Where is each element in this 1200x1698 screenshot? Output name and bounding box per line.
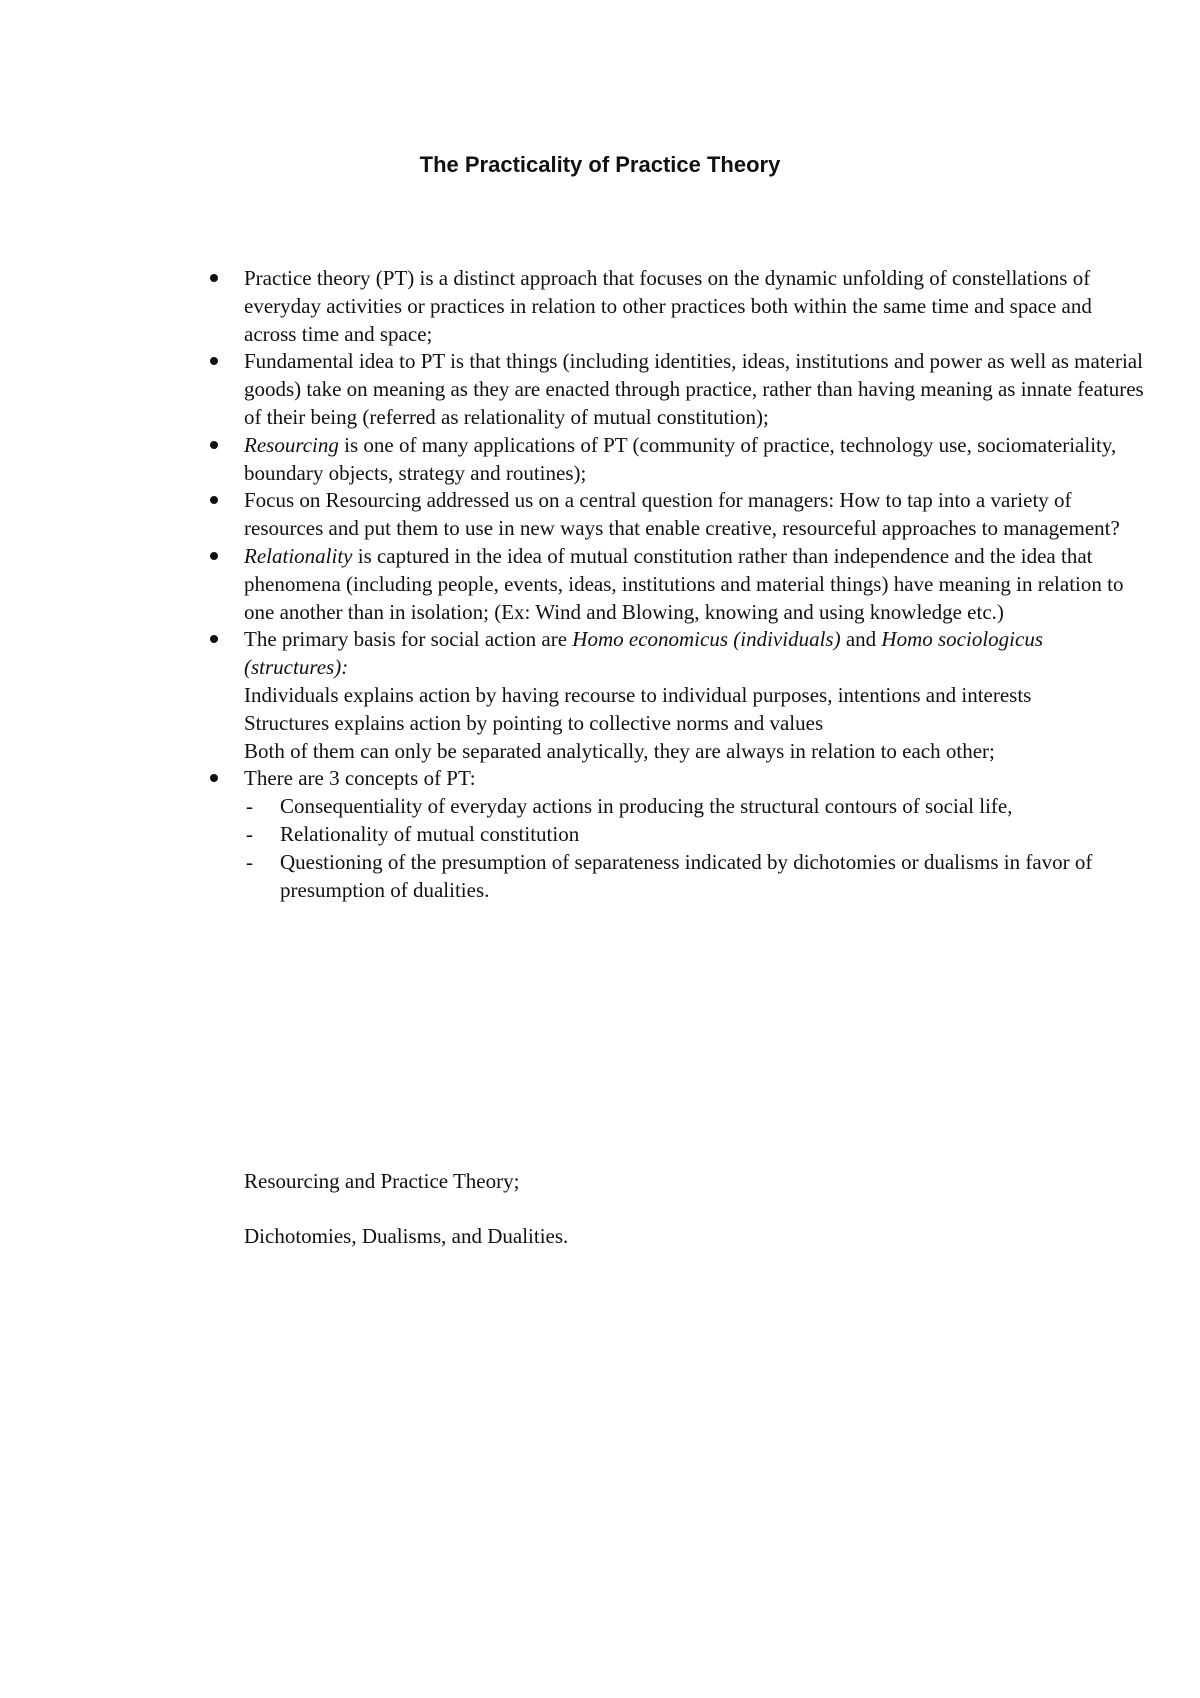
bullet-icon [210, 552, 218, 560]
page-title: The Practicality of Practice Theory [419, 152, 781, 177]
bullet-icon [210, 357, 218, 365]
bullet-subline: Individuals explains action by having recourse to individual purposes, intentions and interests [244, 682, 1032, 707]
bullet-subline: Structures explains action by pointing to collective norms and values [244, 710, 824, 735]
list-item [204, 432, 1144, 488]
concept-text: Questioning of the presumption of separateness indicated by dichotomies or dualisms in favor of presumption of dualities. [280, 849, 1093, 902]
bullet-icon [210, 774, 218, 782]
bullet-text: Fundamental idea to PT is that things (including identities, ideas, institutions and power as well as material goods) take on meaning as they are enacted through practice, rather than having meaning as innate features of their being (referred as relationality of mutual constitution); [244, 349, 1144, 429]
bullet-text: and [840, 627, 882, 652]
dash-marker: - [246, 794, 253, 819]
bullet-list [204, 265, 1144, 904]
list-item [204, 487, 1144, 543]
list-item [204, 348, 1144, 431]
list-item [204, 265, 1144, 348]
concept-item [244, 821, 1144, 849]
bullet-icon [210, 496, 218, 504]
bullet-text: Focus on Resourcing addressed us on a central question for managers: How to tap into a variety of resources and put them to use in new ways that enable creative, resourceful approaches to management? [244, 488, 1120, 541]
concept-list [244, 793, 1144, 904]
list-item [204, 543, 1144, 626]
dash-marker: - [246, 849, 253, 874]
bullet-text: is one of many applications of PT (community of practice, technology use, sociomateriality, boundary objects, strategy and routines); [244, 432, 1117, 485]
bullet-icon [210, 274, 218, 282]
concept-item [244, 793, 1144, 821]
bullet-subline: Both of them can only be separated analytically, they are always in relation to each other; [244, 738, 995, 763]
concept-item [244, 849, 1144, 905]
emphasis-term: Homo sociologicus (structures): [244, 627, 1043, 680]
emphasis-term: Homo economicus (individuals) [572, 627, 841, 652]
bullet-icon [210, 635, 218, 643]
bullet-text: There are 3 concepts of PT: [244, 766, 476, 791]
dash-marker: - [246, 821, 253, 846]
bullet-text: Practice theory (PT) is a distinct approach that focuses on the dynamic unfolding of constellations of everyday activities or practices in relation to other practices both within the same time and space and across time and space; [244, 266, 1092, 346]
footer-heading-dichotomies: Dichotomies, Dualisms, and Dualities. [244, 1224, 569, 1248]
emphasis-term: Relationality [244, 543, 353, 568]
emphasis-term: Resourcing [244, 432, 339, 457]
footer-heading-resourcing: Resourcing and Practice Theory; [244, 1169, 520, 1193]
list-item [204, 765, 1144, 904]
list-item [204, 626, 1144, 765]
concept-text: Relationality of mutual constitution [280, 821, 580, 846]
concept-text: Consequentiality of everyday actions in producing the structural contours of social life, [280, 794, 1013, 819]
bullet-text: is captured in the idea of mutual constitution rather than independence and the idea that phenomena (including people, events, ideas, institutions and material things) have meaning in relation to one another than in isolation; (Ex: Wind and Blowing, knowing and using knowledge etc.) [244, 543, 1124, 624]
bullet-text: The primary basis for social action are [244, 627, 573, 652]
bullet-icon [210, 441, 218, 449]
